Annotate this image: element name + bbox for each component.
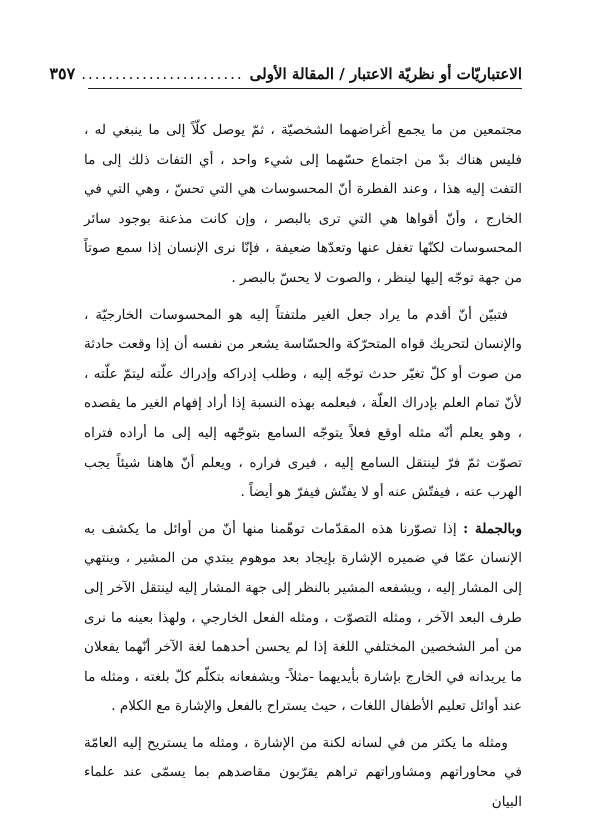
page-number: ٣٥٧ xyxy=(49,64,76,83)
paragraph-text: فتبيّن أنّ أقدم ما يراد جعل الغير ملتفتاً إليه هو المحسوسات الخارجيّة ، والإنسان لتحريك قواه المتحرّكة والحسّاسة يشعر من نفسه أن إذا وقعت حادثة من صوت أو كلّ تغيّر حدث توجّه إليه ، وطلب إدراكه وإدراك علّته ليتمّ علّته ، لأنّ تمام العلم بإدراك العلّة ، فبعلمه بهذه النسبة إذا أراد إفهام الغير ما يقصده ، وهو يعلم أنّه مثله أوقع فعلاً يتوجّه السامع بتوجّهه إليه إلى ما أراده فتراه تصوّت ثمّ فرّ لينتقل السامع إليه ، فيرى فراره ، ويعلم أنّ هاهنا شيئاً يجب الهرب عنه ، فيفتّش عنه أو لا يفتّش فيفرّ هو أيضاً . xyxy=(84,306,522,501)
paragraph-lead: وبالجملة : xyxy=(463,520,523,537)
body-text xyxy=(84,116,522,825)
paragraph-text: ومثله ما يكثر من في لسانه لكنة من الإشارة ، ومثله ما يستريح إليه العامّة في محاوراتهم ومشاوراتهم تراهم يقرّبون مقاصدهم بما يسمّى عند علماء البيان xyxy=(84,734,522,811)
paragraph-text: إذا تصوّرنا هذه المقدّمات توهّمنا منها أنّ من أوائل ما يكشف به الإنسان عمّا في ضميره الإشارة بإيجاد بعد موهوم يبتدي من المشير ، وينتهي إلى المشار إليه ، ويشفعه المشير بالنظر إلى جهة المشار إليه لينتقل الآخر إلى طرف البعد الآخر ، ومثله التصوّت ، ومثله الفعل الخارجي ، ولهذا بعينه ما نرى من أمر الشخصين المختلفي اللغة إذا لم يحسن أحدهما لغة الآخر أنّهما يفعلان ما يريدانه في الخارج بإشارة بأيديهما -مثلاً- ويشفعانه بتكلّم كلّ بلغته ، ومثله ما عند أوائل تعليم الأطفال اللغات ، حيث يستراح بالفعل والإشارة مع الكلام . xyxy=(84,520,522,715)
paragraph-1 xyxy=(84,116,522,294)
leader-dots: ........................ xyxy=(81,65,244,83)
paragraph-text: مجتمعين من ما يجمع أغراضهما الشخصيّة ، ثمّ يوصل كلّاً إلى ما ينبغي له ، فليس هناك بدّ من اجتماع حسّهما إلى شيء واحد ، أي التفات ذلك إلى ما التفت إليه هذا ، وعند الفطرة أنّ المحسوسات هي التي تحسّ ، وهي التي في الخارج ، وأنّ أقواها هي التي ترى بالبصر ، وإن كانت مذعنة بوجود سائر المحسوسات لكنّها تغفل عنها وتعدّها ضعيفة ، فإنّا نرى الإنسان إذا سمع صوتاً من جهة توجّه إليها لينظر ، والصوت لا يحسّ بالبصر . xyxy=(84,122,522,286)
running-title: الاعتباريّات أو نظريّة الاعتبار / المقالة الأولى xyxy=(249,65,522,83)
paragraph-3 xyxy=(84,515,522,722)
paragraph-4 xyxy=(84,729,522,818)
paragraph-2 xyxy=(84,301,522,508)
running-header xyxy=(49,64,522,89)
